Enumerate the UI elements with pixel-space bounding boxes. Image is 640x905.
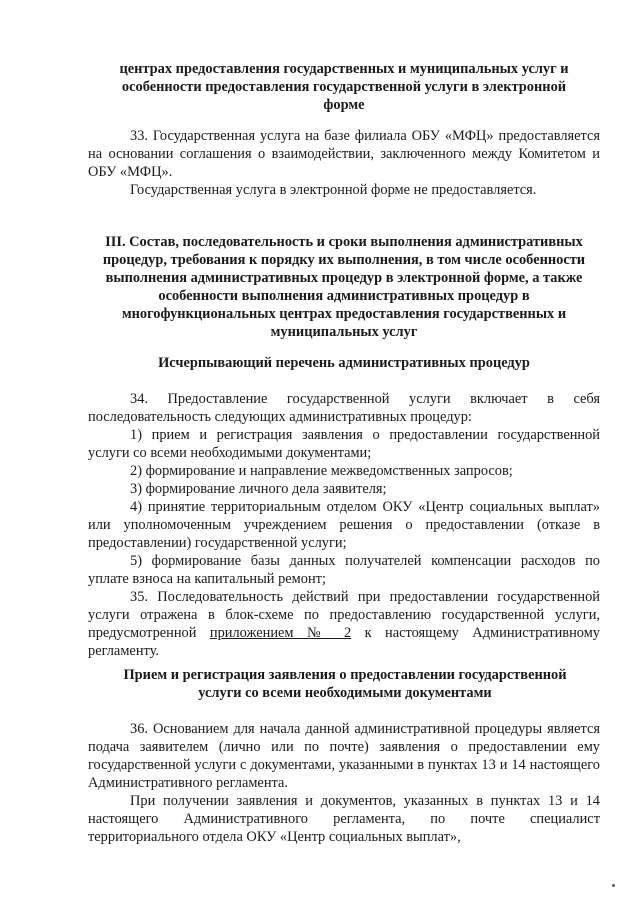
heading-top: центрах предоставления государственных и муниципальных услуг и особенности предоставления государственной услуги в электронной форме (119, 61, 569, 113)
section-36 (88, 720, 600, 846)
paragraph-36: 36. Основанием для начала данной административной процедуры является подача заявителем (лично или по почте) заявления о предоставлении ему государственной услуги с документами, указанными в пунктах 13 и 14 настоящего Административного регламента. (88, 721, 600, 791)
procedure-item: 4) принятие территориальным отделом ОКУ «Центр социальных выплат» или уполномоченным учреждением решения о предоставлении (отказе в предоставлении) государственной услуги; (88, 499, 600, 551)
procedure-item: 5) формирование базы данных получателей компенсации расходов по уплате взноса на капитальный ремонт; (88, 553, 600, 587)
procedure-item: 2) формирование и направление межведомственных запросов; (130, 463, 513, 479)
appendix-2-link[interactable]: приложением № 2 (209, 625, 352, 641)
scan-artifact (612, 884, 615, 887)
procedure-item: 1) прием и регистрация заявления о предоставлении государственной услуги со всеми необходимыми документами; (88, 427, 600, 461)
section-33 (88, 127, 600, 199)
paragraph-33-note: Государственная услуга в электронной форме не предоставляется. (130, 182, 537, 198)
paragraph-34: 34. Предоставление государственной услуги включает в себя последовательность следующих административных процедур: (88, 391, 600, 425)
paragraph-35 (88, 588, 600, 660)
paragraph-33: 33. Государственная услуга на базе филиала ОБУ «МФЦ» предоставляется на основании соглашения о взаимодействии, заключенного между Комитетом и ОБУ «МФЦ». (88, 128, 600, 180)
procedures-list-heading: Исчерпывающий перечень административных процедур (158, 355, 530, 371)
paragraph-35-text-end: к настоящему Административному регламенту. (88, 625, 600, 659)
procedure-item: 3) формирование личного дела заявителя; (130, 481, 387, 497)
paragraph-36-continued: При получении заявления и документов, указанных в пунктах 13 и 14 настоящего Административного регламента, по почте специалист территориального отдела ОКУ «Центр социальных выплат», (88, 793, 600, 845)
section-34 (88, 390, 600, 660)
reception-heading: Прием и регистрация заявления о предоставлении государственной услуги со всеми необходимыми документами (123, 667, 567, 701)
paragraph-35-text-start: 35. Последовательность действий при предоставлении государственной услуги отражена в блок-схеме по предоставлению государственной услуги, предусмотренной (88, 589, 600, 641)
section-3-heading: III. Состав, последовательность и сроки выполнения административных процедур, требования к порядку их выполнения, в том числе особенности выполнения административных процедур в электронной форме, а также особенности выполнения административных процедур в многофункциональных центрах предоставления государственных и муниципальных услуг (102, 234, 586, 340)
